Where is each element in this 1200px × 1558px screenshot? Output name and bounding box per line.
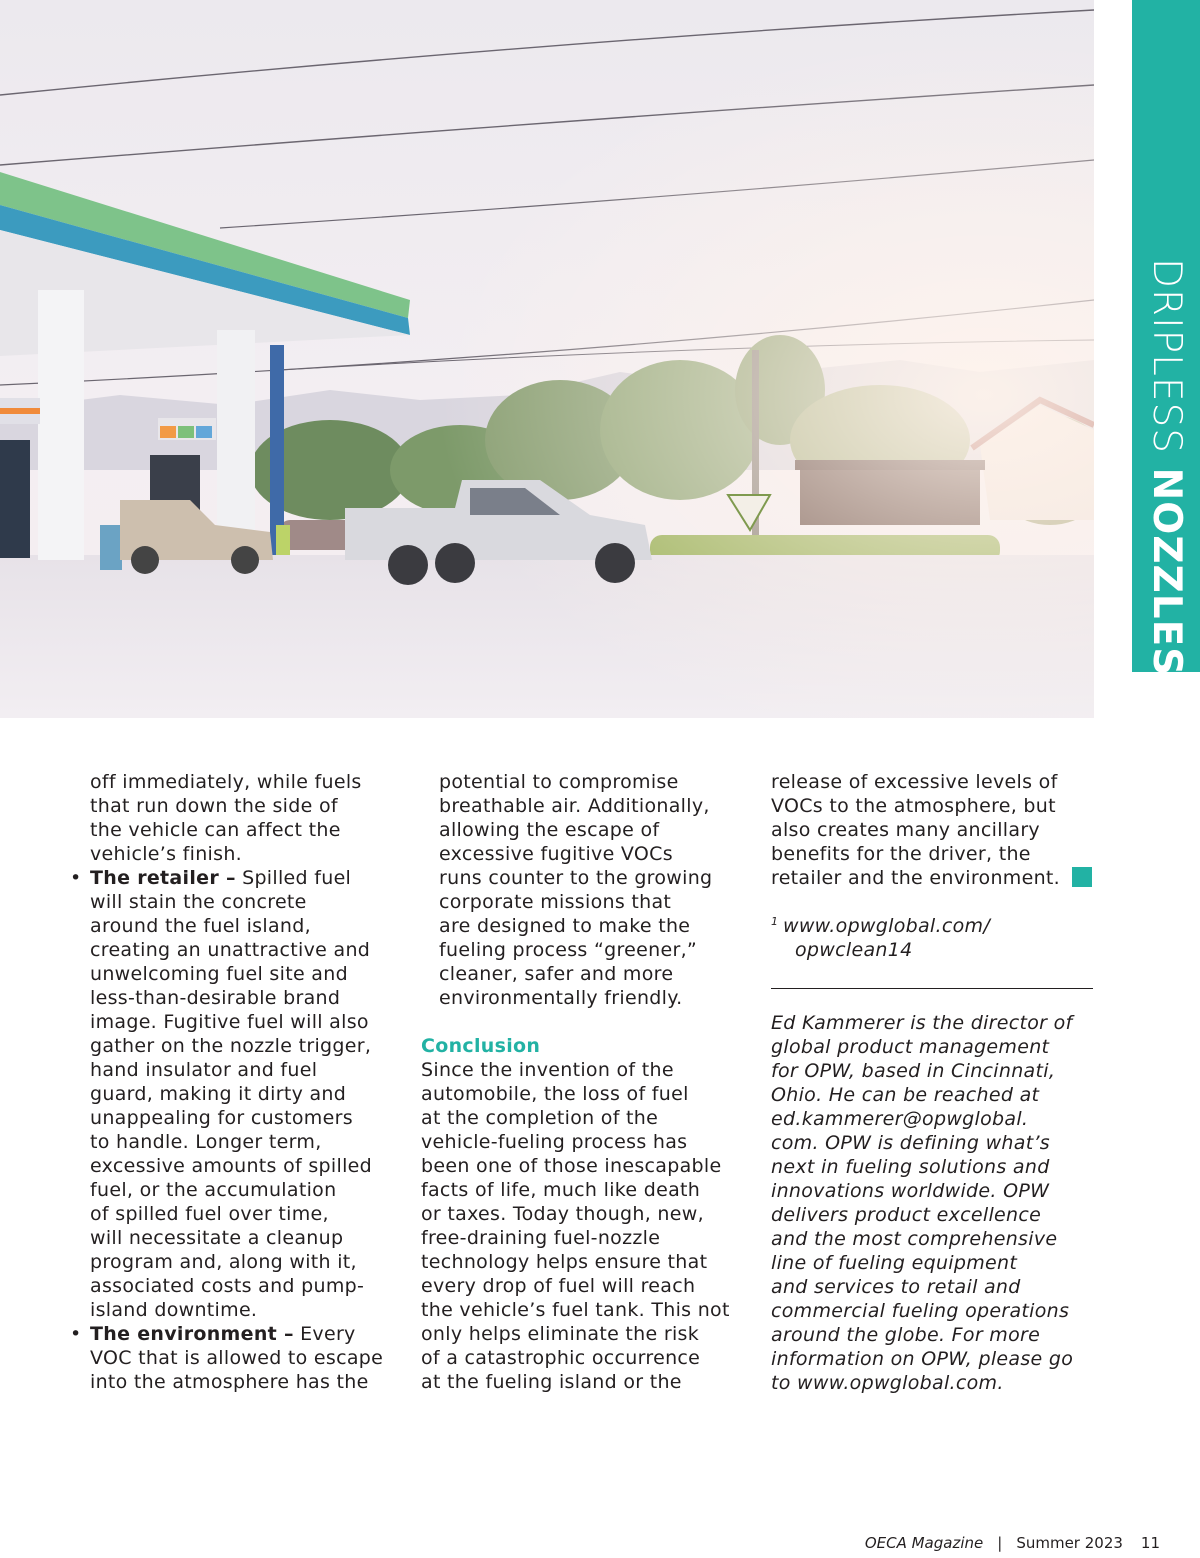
text-line: environmentally friendly. <box>439 987 683 1009</box>
text-line: for OPW, based in Cincinnati, <box>771 1060 1056 1082</box>
text-line: guard, making it dirty and <box>90 1083 347 1105</box>
text-line: the vehicle’s fuel tank. This not <box>421 1299 730 1321</box>
text-line: will necessitate a cleanup <box>90 1227 344 1249</box>
text-line: free-draining fuel-nozzle <box>421 1227 661 1249</box>
page-footer <box>865 1534 1160 1552</box>
text-line: benefits for the driver, the <box>771 843 1031 865</box>
text-line: fuel, or the accumulation <box>90 1179 337 1201</box>
text-line: fueling process “greener,” <box>439 939 698 961</box>
issue-date: Summer 2023 <box>1016 1534 1123 1552</box>
divider <box>771 988 1093 989</box>
text-line: potential to compromise <box>439 771 679 793</box>
text-line: Since the invention of the <box>421 1059 674 1081</box>
text-line: program and, along with it, <box>90 1251 357 1273</box>
text-line: commercial fueling operations <box>771 1300 1070 1322</box>
text-line: around the globe. For more <box>771 1324 1041 1346</box>
column-3 <box>771 770 1097 1395</box>
author-bio <box>771 1011 1097 1395</box>
text-line: information on OPW, please go <box>771 1348 1074 1370</box>
text-line: hand insulator and fuel <box>90 1059 318 1081</box>
bullet-dot: • <box>70 867 82 889</box>
paragraph-conclusion <box>421 1058 751 1394</box>
gas-station-illustration <box>0 0 1094 718</box>
text-line: and the most comprehensive <box>771 1228 1058 1250</box>
bullet-retailer <box>68 866 398 1322</box>
text-line: runs counter to the growing <box>439 867 713 889</box>
magazine-name: OECA Magazine <box>864 1534 984 1552</box>
text-line: corporate missions that <box>439 891 672 913</box>
text-line: Ohio. He can be reached at <box>771 1084 1040 1106</box>
section-tab-title-light: DRIPLESS <box>1144 258 1189 468</box>
footer-separator: | <box>997 1534 1003 1552</box>
text-line: are designed to make the <box>439 915 691 937</box>
text-line: less-than-desirable brand <box>90 987 341 1009</box>
bullet-label: The retailer – <box>90 867 236 889</box>
text-line: VOC that is allowed to escape <box>90 1347 384 1369</box>
footnote-number: 1 <box>771 915 779 928</box>
text-line: of a catastrophic occurrence <box>421 1347 701 1369</box>
column-2 <box>421 770 751 1394</box>
text-line: delivers product excellence <box>771 1204 1042 1226</box>
text-line: only helps eliminate the risk <box>421 1323 700 1345</box>
bullet-dot: • <box>70 1323 82 1345</box>
text-line: automobile, the loss of fuel <box>421 1083 689 1105</box>
end-mark-icon <box>1072 867 1092 887</box>
paragraph-continued <box>421 770 751 1010</box>
text-line: off immediately, while fuels <box>90 771 362 793</box>
text-line: associated costs and pump- <box>90 1275 365 1297</box>
section-tab-title-bold: NOZZLES <box>1144 467 1189 677</box>
text-line: of spilled fuel over time, <box>90 1203 329 1225</box>
text-line: and services to retail and <box>771 1276 1021 1298</box>
text-line: breathable air. Additionally, <box>439 795 710 817</box>
text-line: the vehicle can affect the <box>90 819 341 841</box>
section-heading-conclusion: Conclusion <box>421 1035 541 1057</box>
text-line: that run down the side of <box>90 795 338 817</box>
text-line: image. Fugitive fuel will also <box>90 1011 369 1033</box>
text-line: excessive amounts of spilled <box>90 1155 372 1177</box>
text-line: facts of life, much like death <box>421 1179 701 1201</box>
text-line: release of excessive levels of <box>771 771 1058 793</box>
hero-photo <box>0 0 1094 718</box>
text-line: will stain the concrete <box>90 891 307 913</box>
text-line: allowing the escape of <box>439 819 660 841</box>
text-line: island downtime. <box>90 1299 258 1321</box>
text-line: creating an unattractive and <box>90 939 371 961</box>
text-line: technology helps ensure that <box>421 1251 708 1273</box>
text-line: vehicle’s finish. <box>90 843 243 865</box>
text-line: Ed Kammerer is the director of <box>771 1012 1073 1034</box>
text-line: VOCs to the atmosphere, but <box>771 795 1056 817</box>
text-line: innovations worldwide. OPW <box>771 1180 1050 1202</box>
text-line: next in fueling solutions and <box>771 1156 1050 1178</box>
text-line: unwelcoming fuel site and <box>90 963 348 985</box>
bullet-environment <box>68 1322 398 1394</box>
website-link[interactable]: to www.opwglobal.com. <box>771 1372 1004 1394</box>
text-line: been one of those inescapable <box>421 1155 722 1177</box>
text-line: unappealing for customers <box>90 1107 353 1129</box>
text-line: excessive fugitive VOCs <box>439 843 673 865</box>
text-line: cleaner, safer and more <box>439 963 674 985</box>
column-1 <box>68 770 398 1394</box>
page-number: 11 <box>1140 1534 1160 1552</box>
section-tab-title <box>1142 258 1190 676</box>
text-line: Spilled fuel <box>235 867 352 889</box>
text-line: at the completion of the <box>421 1107 659 1129</box>
footnote-link-continued[interactable]: opwclean14 <box>795 939 913 961</box>
text-line: retailer and the environment. <box>771 867 1061 889</box>
text-line: gather on the nozzle trigger, <box>90 1035 372 1057</box>
text-line: around the fuel island, <box>90 915 311 937</box>
paragraph-continued <box>771 770 1097 890</box>
text-line: at the fueling island or the <box>421 1371 682 1393</box>
text-line: vehicle-fueling process has <box>421 1131 688 1153</box>
footnote-link[interactable]: www.opwglobal.com/ <box>783 915 991 937</box>
text-line: also creates many ancillary <box>771 819 1040 841</box>
text-line: into the atmosphere has the <box>90 1371 369 1393</box>
text-line: or taxes. Today though, new, <box>421 1203 704 1225</box>
text-line: global product management <box>771 1036 1050 1058</box>
email-link[interactable]: ed.kammerer@opwglobal. <box>771 1108 1029 1130</box>
text-line: line of fueling equipment <box>771 1252 1018 1274</box>
bullet-label: The environment – <box>90 1323 294 1345</box>
text-line: to handle. Longer term, <box>90 1131 322 1153</box>
text-line: com. OPW is defining what’s <box>771 1132 1051 1154</box>
footnote <box>771 914 1097 962</box>
paragraph-continued <box>68 770 398 866</box>
text-line: Every <box>293 1323 356 1345</box>
text-line: every drop of fuel will reach <box>421 1275 696 1297</box>
